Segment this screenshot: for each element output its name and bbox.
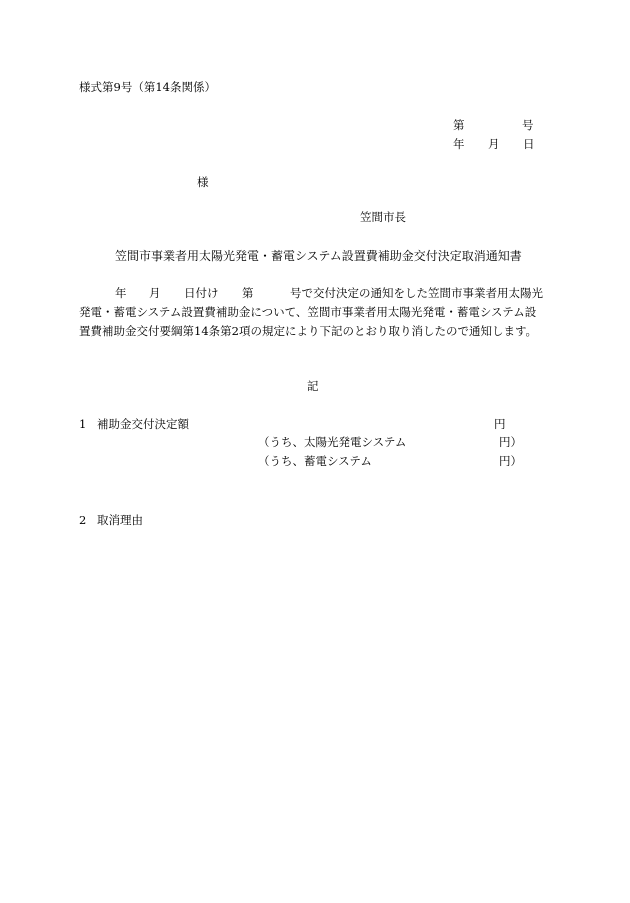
doc-number-dai: 第	[453, 118, 465, 132]
breakdown-storage-label: （うち、蓄電システム	[258, 454, 372, 468]
body-line1-rest: 号で交付決定の通知をした笠間市事業者用太陽光	[290, 286, 543, 300]
date-day: 日	[523, 137, 535, 151]
item2-number: 2	[79, 513, 87, 527]
body-day: 日付け	[184, 286, 219, 300]
sender-name: 笠間市長	[360, 210, 406, 224]
date-month: 月	[488, 137, 500, 151]
body-month: 月	[149, 286, 161, 300]
item1-label: 補助金交付決定額	[97, 417, 189, 431]
form-number: 様式第9号（第14条関係）	[79, 80, 216, 94]
ki-heading: 記	[307, 379, 319, 393]
body-year: 年	[115, 286, 127, 300]
item1-number: 1	[79, 417, 87, 431]
doc-number-go: 号	[522, 118, 534, 132]
document-title: 笠間市事業者用太陽光発電・蓄電システム設置費補助金交付決定取消通知書	[115, 249, 522, 263]
item2-label: 取消理由	[97, 513, 143, 527]
recipient-sama: 様	[197, 175, 209, 189]
breakdown-solar-unit: 円）	[499, 435, 522, 449]
date-year: 年	[453, 137, 465, 151]
breakdown-solar-label: （うち、太陽光発電システム	[258, 435, 407, 449]
body-line3: 置費補助金交付要綱第14条第2項の規定により下記のとおり取り消したので通知します。	[79, 324, 538, 338]
breakdown-storage-unit: 円）	[499, 454, 522, 468]
body-dai: 第	[242, 286, 254, 300]
item1-unit: 円	[494, 417, 506, 431]
body-line2: 発電・蓄電システム設置費補助金について、笠間市事業者用太陽光発電・蓄電システム設	[79, 305, 537, 319]
